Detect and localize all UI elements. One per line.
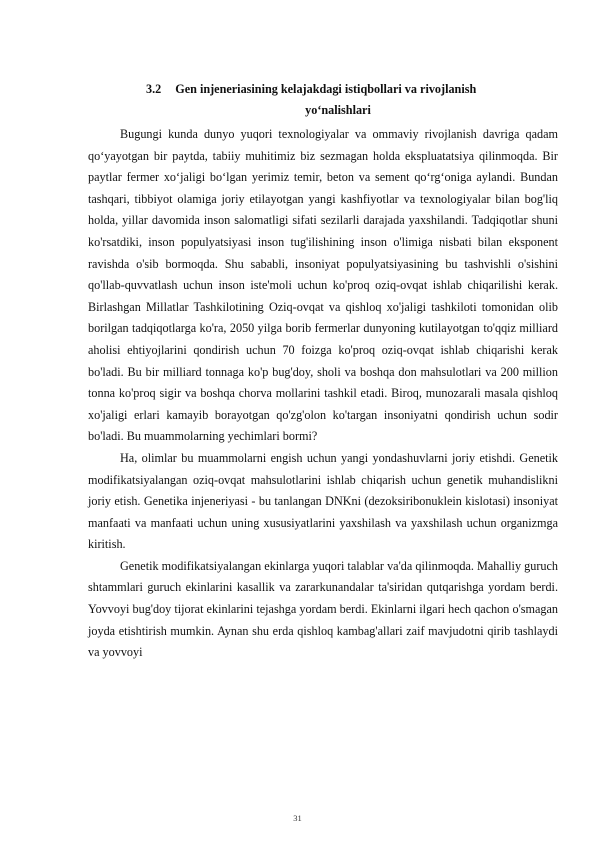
section-title-line2: yo‘nalishlari bbox=[305, 103, 371, 117]
paragraph: Bugungi kunda dunyo yuqori texnologiyalar va ommaviy rivojlanish davriga qadam qo‘yayotgan bir paytda, tabiiy muhitimiz biz sezmagan holda ekspluatatsiya qilinmoqda. Bir paytlar fermer xo‘jaligi bo‘lgan yerimiz temir, beton va sement qo‘rg‘oniga aylandi. Bundan tashqari, tibbiyot olamiga joriy etilayotgan yangi kashfiyotlar va texnologiyalar bilan bog'liq holda, yillar davomida inson salomatligi sifati sezilarli darajada yaxshilandi. Tadqiqotlar shuni ko'rsatdiki, inson populyatsiyasi inson tug'ilishining inson o'limiga nisbati bilan eksponent ravishda o'sib bormoqda. Shu sababli, insoniyat populyatsiyasining bu tashvishli o'sishini qo'llab-quvvatlash uchun inson iste'moli uchun ko'proq oziq-ovqat ishlab chiqarilishi kerak. Birlashgan Millatlar Tashkilotining Oziq-ovqat va qishloq xo'jaligi tashkiloti tomonidan olib borilgan tadqiqotlarga ko'ra, 2050 yilga borib fermerlar dunyoning kutilayotgan to'qqiz milliard aholisi ehtiyojlarini qondirish uchun 70 foizga ko'proq oziq-ovqat ishlab chiqarishi kerak bo'ladi. Bu bir milliard tonnaga ko'p bug'doy, sholi va boshqa don mahsulotlari va 200 million tonna ko'proq sigir va boshqa chorva mollarini tashkil etadi. Biroq, munozarali masala qishloq xo'jaligi erlari kamayib borayotgan qo'zg'olon ko'targan insoniyatni qondirish uchun sodir bo'ladi. Bu muammolarning yechimlari bormi? bbox=[88, 127, 558, 444]
section-heading bbox=[88, 79, 538, 121]
paragraph: Ha, olimlar bu muammolarni engish uchun yangi yondashuvlarni joriy etishdi. Genetik modifikatsiyalangan oziq-ovqat mahsulotlarini ishlab chiqarish uchun genetik muhandislikni joriy etish. Genetika injeneriyasi - bu tanlangan DNKni (dezoksiribonuklein kislotasi) insoniyat manfaati va manfaati uchun uning xususiyatlarini yaxshilash va yaxshilash uchun organizmga kiritish. bbox=[88, 450, 558, 552]
section-number: 3.2 bbox=[146, 82, 162, 96]
paragraph: Genetik modifikatsiyalangan ekinlarga yuqori talablar va'da qilinmoqda. Mahalliy guruch shtammlari guruch ekinlarini kasallik va zararkunandalar ta'siridan qutqarishga yordam berdi. Yovvoyi bug'doy tijorat ekinlarini tejashga yordam berdi. Ekinlarni ilgari hech qachon o'smagan joyda etishtirish mumkin. Aynan shu erda qishloq kambag'allari zaif mavjudotni qirib tashlaydi va yovvoyi bbox=[88, 558, 558, 660]
body-text bbox=[88, 124, 558, 664]
section-heading-line1 bbox=[88, 79, 538, 100]
section-title-line1: Gen injeneriasining kelajakdagi istiqbollari va rivojlanish bbox=[175, 82, 477, 96]
page-number: 31 bbox=[293, 813, 302, 823]
